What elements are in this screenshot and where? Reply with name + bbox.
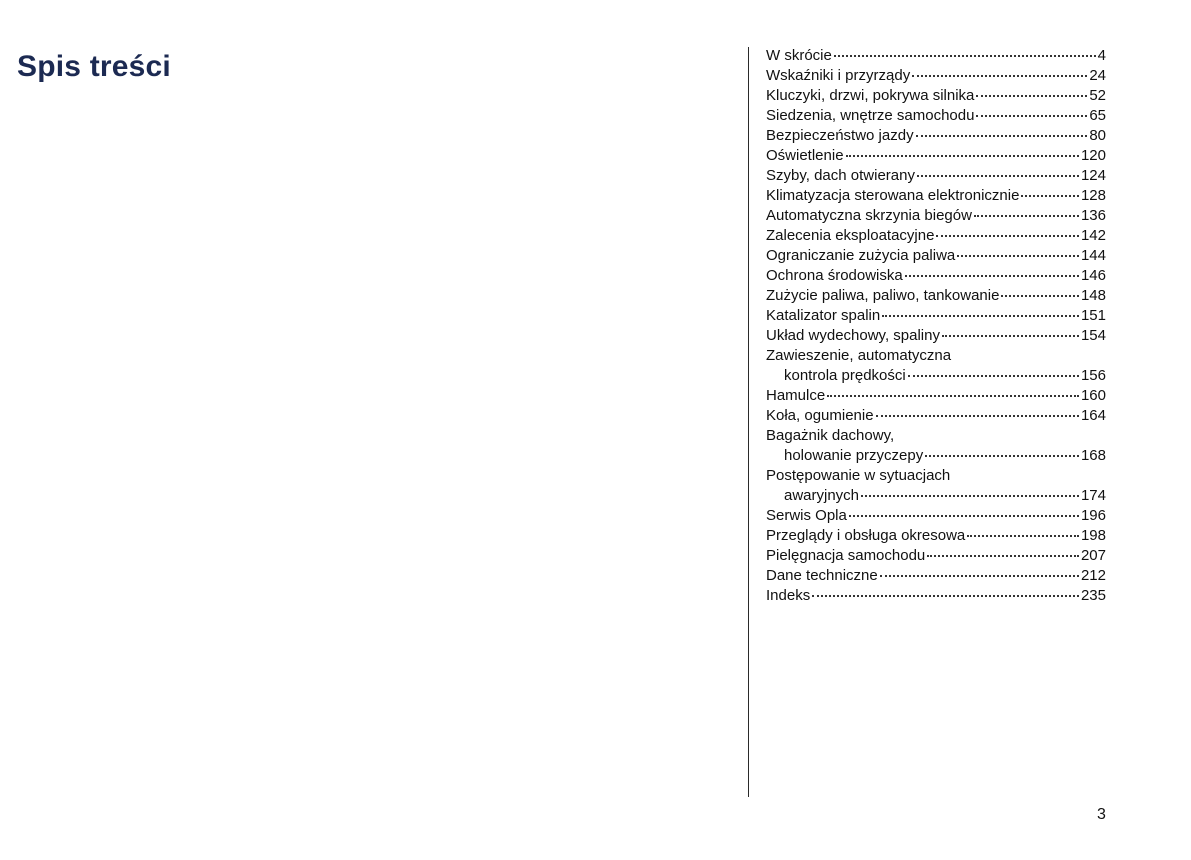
toc-entry-line — [766, 186, 1106, 206]
toc-dot-leader — [849, 513, 1079, 517]
toc-entry-page: 80 — [1089, 127, 1106, 144]
toc-dot-leader — [876, 413, 1079, 417]
toc-entry-title: Indeks — [766, 587, 811, 604]
toc-entry-line — [766, 246, 1106, 266]
toc-entry — [766, 246, 1106, 266]
toc-entry-page: 235 — [1080, 587, 1106, 604]
toc-entry-title: Zawieszenie, automatyczna — [766, 347, 952, 364]
toc-entry-page: 196 — [1080, 507, 1106, 524]
toc-entry-title: Wskaźniki i przyrządy — [766, 67, 911, 84]
toc-dot-leader — [917, 173, 1079, 177]
toc-entry — [766, 286, 1106, 306]
toc-entry-title: Przeglądy i obsługa okresowa — [766, 527, 966, 544]
toc-entry-title: Pielęgnacja samochodu — [766, 547, 926, 564]
toc-entry — [766, 206, 1106, 226]
toc-entry-title: Zalecenia eksploatacyjne — [766, 227, 935, 244]
toc-entry — [766, 186, 1106, 206]
toc-entry-page: 148 — [1080, 287, 1106, 304]
toc-entry-page: 160 — [1080, 387, 1106, 404]
toc-entry-line — [766, 46, 1106, 66]
toc-entry-title: Automatyczna skrzynia biegów — [766, 207, 972, 224]
toc-entry — [766, 386, 1106, 406]
toc-entry-page: 164 — [1080, 407, 1106, 424]
toc-entry-page: 151 — [1080, 307, 1106, 324]
table-of-contents — [766, 46, 1106, 606]
toc-entry-title: Siedzenia, wnętrze samochodu — [766, 107, 975, 124]
toc-entry-page: 120 — [1080, 147, 1106, 164]
toc-entry-page: 154 — [1080, 327, 1106, 344]
toc-entry-title: Klimatyzacja sterowana elektronicznie — [766, 187, 1020, 204]
toc-entry — [766, 166, 1106, 186]
toc-entry-line — [766, 266, 1106, 286]
toc-entry-line-continuation — [766, 486, 1106, 506]
toc-entry-title: W skrócie — [766, 47, 832, 64]
toc-entry-line — [766, 346, 1106, 366]
toc-dot-leader — [925, 453, 1079, 457]
toc-dot-leader — [1021, 193, 1079, 197]
toc-entry — [766, 526, 1106, 546]
toc-entry-title: Oświetlenie — [766, 147, 844, 164]
toc-entry-title: Zużycie paliwa, paliwo, tankowanie — [766, 287, 1000, 304]
toc-entry-page: 207 — [1080, 547, 1106, 564]
toc-entry-line — [766, 566, 1106, 586]
toc-entry-page: 146 — [1080, 267, 1106, 284]
toc-entry-title: Bagażnik dachowy, — [766, 427, 895, 444]
toc-entry — [766, 346, 1106, 386]
toc-entry — [766, 126, 1106, 146]
toc-dot-leader — [976, 93, 1087, 97]
toc-entry — [766, 46, 1106, 66]
toc-entry-page: 144 — [1080, 247, 1106, 264]
toc-entry — [766, 226, 1106, 246]
toc-dot-leader — [976, 113, 1087, 117]
toc-entry-title: Serwis Opla — [766, 507, 847, 524]
toc-dot-leader — [880, 573, 1079, 577]
toc-entry-line — [766, 86, 1106, 106]
column-divider — [748, 47, 749, 797]
toc-entry-line — [766, 66, 1106, 86]
toc-entry — [766, 426, 1106, 466]
toc-entry-title: Katalizator spalin — [766, 307, 881, 324]
toc-entry-line-continuation — [766, 366, 1106, 386]
toc-entry-page: 4 — [1097, 47, 1106, 64]
toc-dot-leader — [974, 213, 1079, 217]
toc-entry — [766, 66, 1106, 86]
toc-entry-title: Koła, ogumienie — [766, 407, 874, 424]
toc-entry-line — [766, 326, 1106, 346]
toc-entry-page: 168 — [1080, 447, 1106, 464]
toc-dot-leader — [908, 373, 1079, 377]
toc-dot-leader — [927, 553, 1079, 557]
toc-dot-leader — [957, 253, 1079, 257]
toc-dot-leader — [846, 153, 1079, 157]
toc-entry-page: 142 — [1080, 227, 1106, 244]
toc-dot-leader — [1001, 293, 1079, 297]
toc-entry-line — [766, 526, 1106, 546]
toc-entry — [766, 566, 1106, 586]
toc-entry-title: Dane techniczne — [766, 567, 878, 584]
toc-dot-leader — [812, 593, 1079, 597]
toc-entry-title: Bezpieczeństwo jazdy — [766, 127, 914, 144]
toc-dot-leader — [942, 333, 1079, 337]
page-number: 3 — [1097, 806, 1106, 823]
toc-entry — [766, 406, 1106, 426]
toc-entry-title-continuation: holowanie przyczepy — [784, 447, 924, 464]
toc-entry-line — [766, 146, 1106, 166]
toc-dot-leader — [861, 493, 1079, 497]
toc-dot-leader — [912, 73, 1087, 77]
toc-entry-title: Ograniczanie zużycia paliwa — [766, 247, 956, 264]
toc-dot-leader — [967, 533, 1079, 537]
toc-entry-page: 128 — [1080, 187, 1106, 204]
toc-dot-leader — [834, 53, 1096, 57]
toc-entry-title: Postępowanie w sytuacjach — [766, 467, 951, 484]
toc-entry-page: 212 — [1080, 567, 1106, 584]
toc-entry — [766, 86, 1106, 106]
toc-dot-leader — [936, 233, 1079, 237]
toc-entry-page: 24 — [1089, 67, 1106, 84]
toc-entry-page: 156 — [1080, 367, 1106, 384]
toc-entry — [766, 106, 1106, 126]
toc-dot-leader — [882, 313, 1079, 317]
toc-entry-line — [766, 506, 1106, 526]
toc-entry-line — [766, 546, 1106, 566]
toc-entry — [766, 586, 1106, 606]
toc-entry-line — [766, 166, 1106, 186]
toc-entry — [766, 146, 1106, 166]
toc-entry-page: 65 — [1089, 107, 1106, 124]
toc-entry-line — [766, 306, 1106, 326]
toc-dot-leader — [905, 273, 1079, 277]
toc-entry-page: 174 — [1080, 487, 1106, 504]
toc-entry-title: Kluczyki, drzwi, pokrywa silnika — [766, 87, 975, 104]
toc-entry-line — [766, 126, 1106, 146]
toc-entry-line — [766, 286, 1106, 306]
toc-entry — [766, 466, 1106, 506]
toc-entry-line — [766, 206, 1106, 226]
toc-entry-title: Hamulce — [766, 387, 826, 404]
toc-dot-leader — [827, 393, 1079, 397]
toc-entry — [766, 306, 1106, 326]
toc-entry — [766, 266, 1106, 286]
toc-entry-title-continuation: awaryjnych — [784, 487, 860, 504]
toc-entry-title: Układ wydechowy, spaliny — [766, 327, 940, 344]
toc-entry-title-continuation: kontrola prędkości — [784, 367, 906, 384]
toc-entry-line — [766, 386, 1106, 406]
toc-entry-line — [766, 466, 1106, 486]
page-title: Spis treści — [17, 50, 171, 83]
toc-entry — [766, 506, 1106, 526]
toc-entry-line — [766, 586, 1106, 606]
toc-entry-line-continuation — [766, 446, 1106, 466]
toc-entry-title: Ochrona środowiska — [766, 267, 903, 284]
toc-entry-page: 198 — [1080, 527, 1106, 544]
toc-entry-page: 124 — [1080, 167, 1106, 184]
toc-entry-line — [766, 226, 1106, 246]
toc-entry-line — [766, 106, 1106, 126]
toc-entry-title: Szyby, dach otwierany — [766, 167, 915, 184]
toc-entry — [766, 326, 1106, 346]
toc-entry-line — [766, 426, 1106, 446]
toc-entry-page: 52 — [1089, 87, 1106, 104]
toc-entry — [766, 546, 1106, 566]
toc-entry-line — [766, 406, 1106, 426]
toc-dot-leader — [916, 133, 1088, 137]
toc-entry-page: 136 — [1080, 207, 1106, 224]
